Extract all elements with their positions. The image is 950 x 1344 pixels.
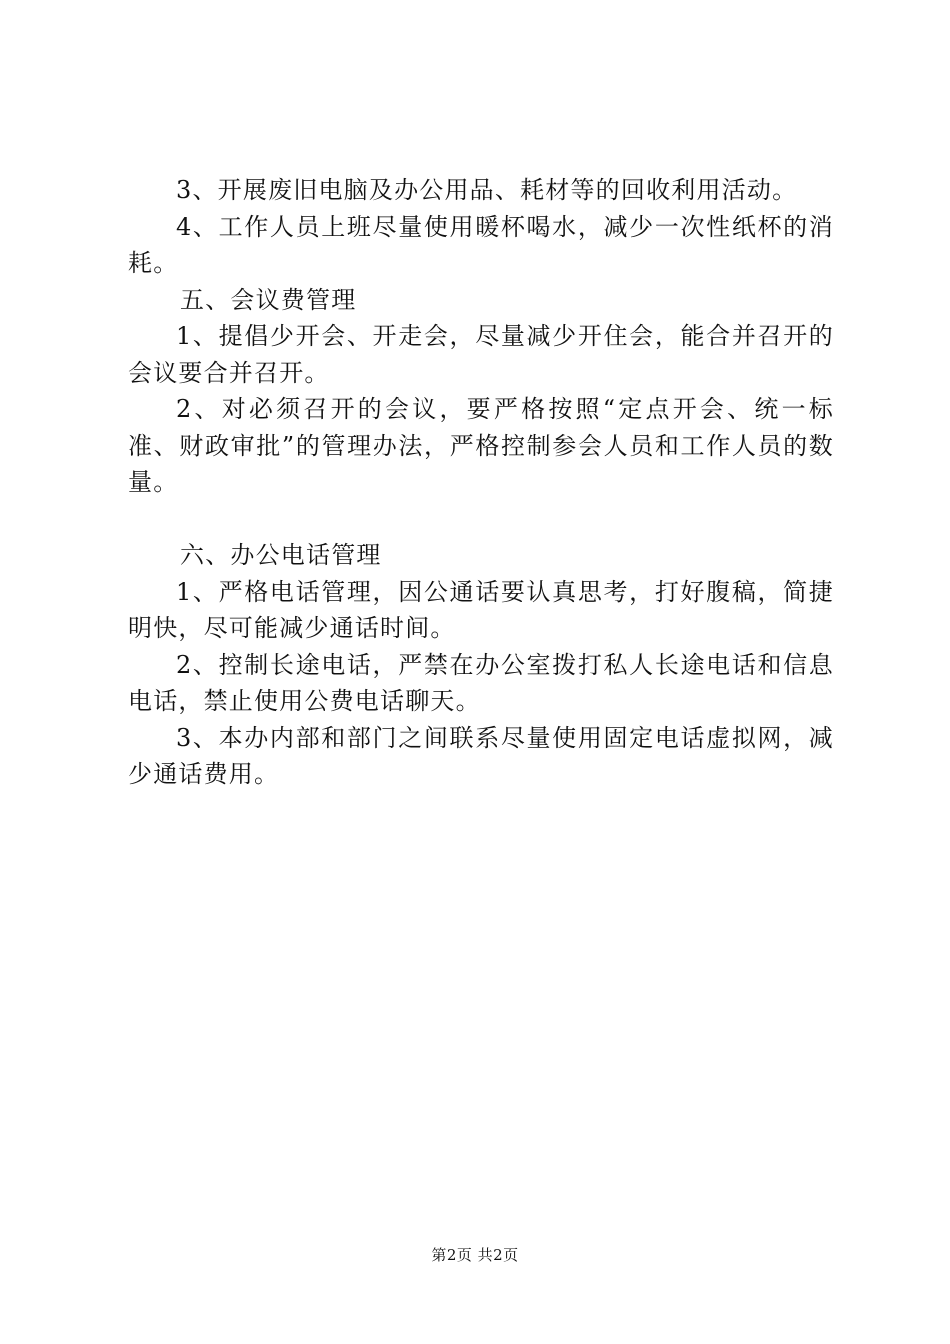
section-heading-phone-management: 六、办公电话管理 [180,541,382,569]
page-number-footer: 第2页 共2页 [431,1246,519,1264]
paragraph-meeting-item-1: 1、提倡少开会、开走会，尽量减少开住会，能合并召开的会议要合并召开。 [128,322,834,387]
paragraph-phone-item-2: 2、控制长途电话，严禁在办公室拨打私人长途电话和信息电话，禁止使用公费电话聊天。 [128,650,834,715]
paragraph-spacer [128,501,834,538]
section-heading-meeting-fees: 五、会议费管理 [180,285,357,314]
paragraph-item-4: 4、工作人员上班尽量使用暖杯喝水，减少一次性纸杯的消耗。 [128,212,834,277]
paragraph-phone-item-3: 3、本办内部和部门之间联系尽量使用固定电话虚拟网，减少通话费用。 [128,723,834,788]
paragraph-meeting-item-2: 2、对必须召开的会议，要严格按照“定点开会、统一标准、财政审批”的管理办法，严格控制参会人员和工作人员的数量。 [128,395,834,496]
document-body [128,172,834,793]
paragraph-item-3: 3、开展废旧电脑及办公用品、耗材等的回收利用活动。 [176,176,798,204]
paragraph-phone-item-1: 1、严格电话管理，因公通话要认真思考，打好腹稿，简捷明快，尽可能减少通话时间。 [128,577,834,642]
